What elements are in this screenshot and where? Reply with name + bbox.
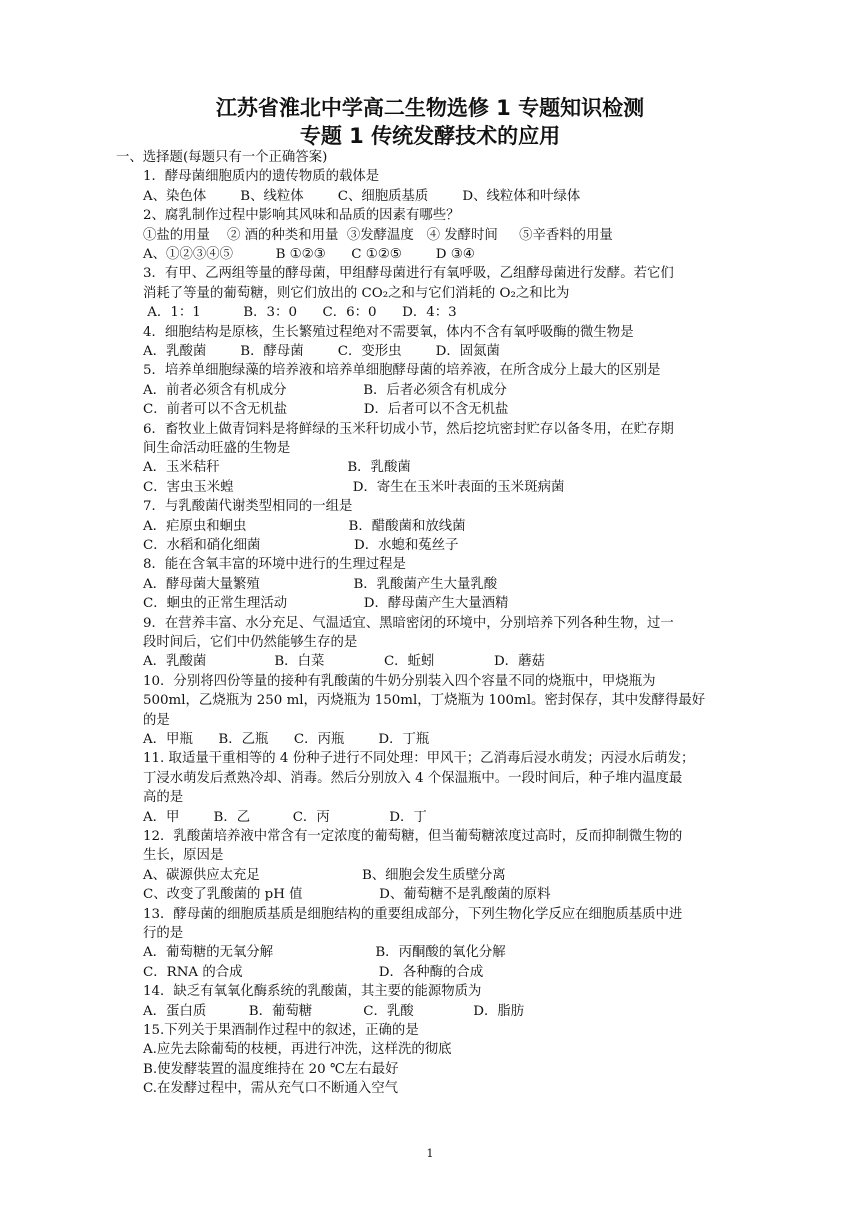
text-line: A、染色体 B、线粒体 C、细胞质基质 D、线粒体和叶绿体 [143,188,581,204]
text-line: C．蛔虫的正常生理活动 D．酵母菌产生大量酒精 [143,596,509,612]
text-line: A．前者必须含有机成分 B．后者必须含有机成分 [143,382,507,398]
text-line: C、改变了乳酸菌的 pH 值 D、葡萄糖不是乳酸菌的原料 [143,887,551,903]
text-line: 丁浸水萌发后煮熟冷却、消毒。然后分别放入 4 个保温瓶中。一段时间后，种子堆内温度最 [143,770,683,786]
text-line: 9．在营养丰富、水分充足、气温适宜、黑暗密闭的环境中，分别培养下列各种生物，过一 [143,615,674,631]
text-line: C．水稻和硝化细菌 D．水螅和菟丝子 [143,538,459,553]
text-line: C.在发酵过程中，需从充气口不断通入空气 [143,1081,399,1097]
text-line: 11. 取适量干重相等的 4 份种子进行不同处理：甲风干；乙消毒后浸水萌发；丙浸水后萌发； [143,751,695,767]
text-line: 1．酵母菌细胞质内的遗传物质的载体是 [143,169,380,185]
text-line: 高的是 [143,790,184,806]
text-line: 消耗了等量的葡萄糖，则它们放出的 CO₂之和与它们消耗的 O₂之和比为 [143,285,570,301]
text-line: 10．分别将四份等量的接种有乳酸菌的牛奶分别装入四个容量不同的烧瓶中，甲烧瓶为 [143,673,656,689]
page-number: 1 [426,1147,434,1160]
document-title: 江苏省淮北中学高二生物选修 1 专题知识检测 [215,96,645,120]
text-line: B.使发酵装置的温度维持在 20 ℃左右最好 [143,1061,399,1077]
text-line: 5．培养单细胞绿藻的培养液和培养单细胞酵母菌的培养液，在所含成分上最大的区别是 [143,363,661,379]
text-line: A．疟原虫和蛔虫 B．醋酸菌和放线菌 [143,518,466,534]
text-line: C．前者可以不含无机盐 D．后者可以不含无机盐 [143,402,509,418]
document-subtitle: 专题 1 传统发酵技术的应用 [299,124,561,148]
text-line: 的是 [143,712,170,728]
text-line: 7．与乳酸菌代谢类型相同的一组是 [143,499,353,515]
text-line: A．甲瓶 B．乙瓶 C．丙瓶 D．丁瓶 [143,732,430,747]
text-line: 一、选择题(每题只有一个正确答案) [116,150,328,165]
text-line: 14．缺乏有氧氧化酶系统的乳酸菌，其主要的能源物质为 [143,984,482,1000]
text-line: A．乳酸菌 B．酵母菌 C．变形虫 D．固氮菌 [143,344,500,359]
text-line: A．酵母菌大量繁殖 B．乳酸菌产生大量乳酸 [143,576,498,592]
text-line: A．甲 B．乙 C．丙 D．丁 [143,809,427,825]
text-line: 500ml，乙烧瓶为 250 ml，丙烧瓶为 150ml，丁烧瓶为 100ml。密封保存，其中发酵得最好 [143,693,706,709]
text-line: 3．有甲、乙两组等量的酵母菌，甲组酵母菌进行有氧呼吸，乙组酵母菌进行发酵。若它们 [143,266,674,282]
text-line: A、①②③④⑤ B ①②③ C ①②⑤ D ③④ [143,247,475,262]
text-line: 4．细胞结构是原核，生长繁殖过程绝对不需要氧，体内不含有氧呼吸酶的微生物是 [143,324,634,340]
text-line: 生长，原因是 [143,848,224,864]
text-line: 8．能在含氧丰富的环境中进行的生理过程是 [143,557,406,573]
text-line: A．乳酸菌 B．白菜 C．蚯蚓 D．蘑菇 [143,654,545,670]
text-line: A．1：1 B．3：0 C．6：0 D．4：3 [143,305,457,321]
text-line: A.应先去除葡萄的枝梗，再进行冲洗，这样洗的彻底 [143,1042,452,1058]
text-line: A．蛋白质 B．葡萄糖 C．乳酸 D．脂肪 [143,1003,525,1019]
text-line: 2、腐乳制作过程中影响其风味和品质的因素有哪些？ [143,208,460,224]
text-line: A、碳源供应太充足 B、细胞会发生质壁分离 [143,867,506,883]
text-line: 6．畜牧业上做青饲料是将鲜绿的玉米秆切成小节，然后挖坑密封贮存以备冬用，在贮存期 [143,421,674,437]
text-line: A．葡萄糖的无氧分解 B．丙酮酸的氧化分解 [143,945,506,961]
text-line: 间生命活动旺盛的生物是 [143,441,291,456]
text-line: A．玉米秸秆 B．乳酸菌 [143,460,411,476]
text-line: 12．乳酸菌培养液中常含有一定浓度的葡萄糖，但当葡萄糖浓度过高时，反而抑制微生物的 [143,829,683,844]
text-line: C．害虫玉米蝗 D．寄生在玉米叶表面的玉米斑病菌 [143,479,565,495]
text-line: 13．酵母菌的细胞质基质是细胞结构的重要组成部分，下列生物化学反应在细胞质基质中进 [143,906,683,922]
text-line: 段时间后，它们中仍然能够生存的是 [143,635,358,650]
text-line: C．RNA 的合成 D．各种酶的合成 [143,964,484,980]
text-line: 行的是 [143,926,184,941]
text-line: 15.下列关于果酒制作过程中的叙述，正确的是 [143,1023,419,1038]
text-line: ①盐的用量 ② 酒的种类和用量 ③发酵温度 ④ 发酵时间 ⑤辛香料的用量 [143,227,613,243]
